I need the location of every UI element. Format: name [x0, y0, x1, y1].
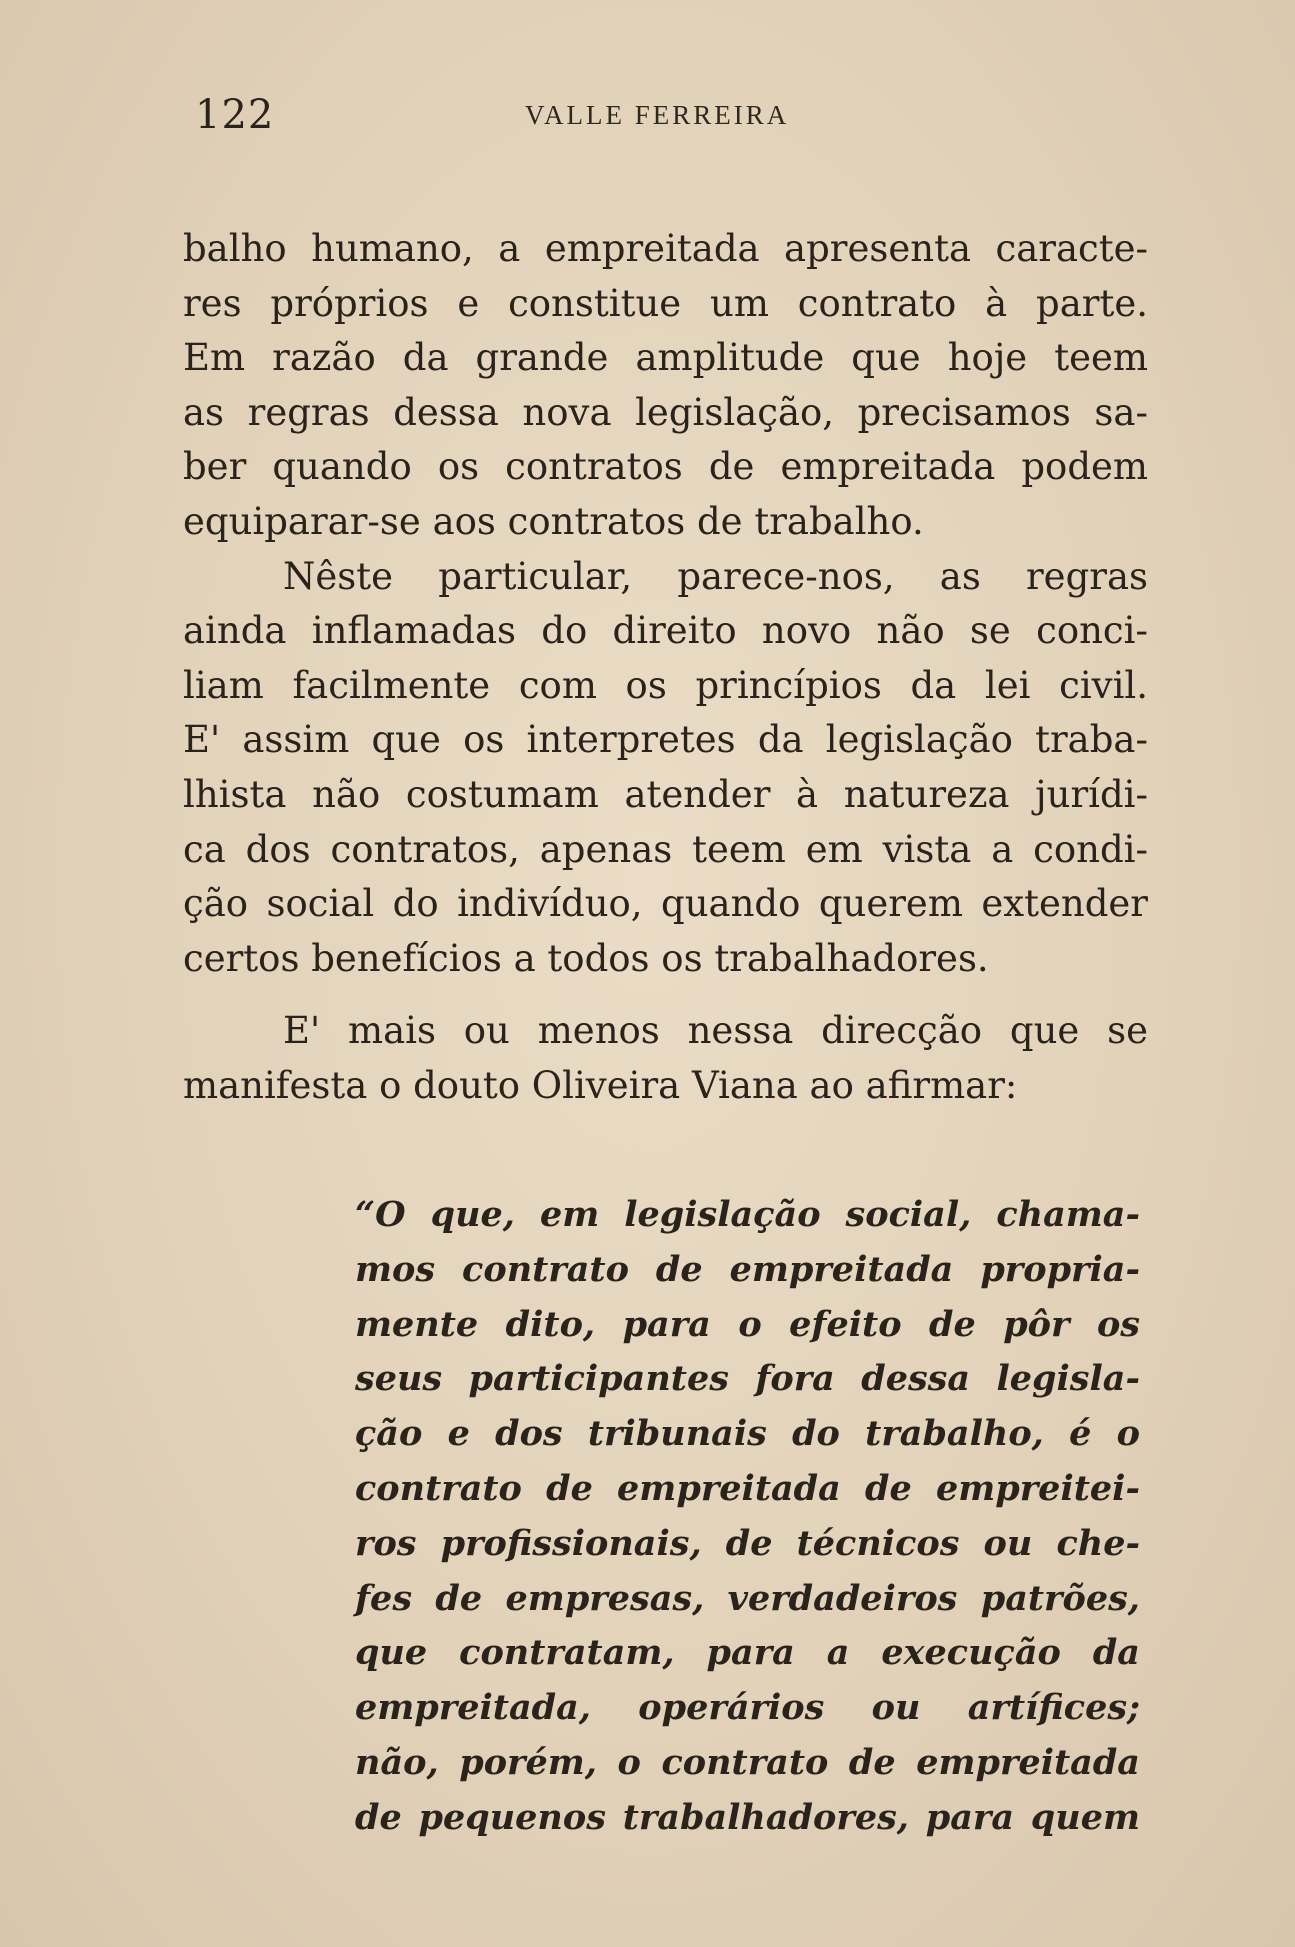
quote-line: de pequenos trabalhadores, para quem — [355, 1796, 1140, 1838]
quote-line: fes de empresas, verdadeiros patrões, — [355, 1577, 1140, 1619]
quote-line: empreitada, operários ou artífices; — [355, 1687, 1140, 1729]
page-header — [195, 92, 835, 142]
quote-line: ção e dos tribunais do trabalho, é o — [355, 1413, 1140, 1455]
quote-line: mente dito, para o efeito de pôr os — [355, 1303, 1140, 1345]
quote-line: não, porém, o contrato de empreitada — [355, 1741, 1140, 1783]
text-line: manifesta o douto Oliveira Viana ao afirmar: — [183, 1063, 1018, 1107]
text-line: E' assim que os interpretes da legislação traba- — [183, 718, 1148, 762]
quote-line: contrato de empreitada de empreitei- — [355, 1467, 1140, 1509]
text-line: Nêste particular, parece-nos, as regras — [283, 554, 1148, 598]
quote-line: seus participantes fora dessa legisla- — [355, 1358, 1140, 1400]
text-line: as regras dessa nova legislação, precisamos sa- — [183, 390, 1148, 434]
text-line: ca dos contratos, apenas teem em vista a condi- — [183, 827, 1148, 871]
text-line: res próprios e constitue um contrato à parte. — [183, 281, 1148, 325]
text-line: ber quando os contratos de empreitada podem — [183, 445, 1148, 489]
quote-line: que contratam, para a execução da — [355, 1632, 1140, 1674]
text-line: E' mais ou menos nessa direcção que se — [283, 1009, 1148, 1053]
quote-line: ros profissionais, de técnicos ou che- — [355, 1522, 1140, 1564]
block-quote — [355, 1188, 1140, 1846]
text-line: lhista não costumam atender à natureza jurídi- — [183, 772, 1148, 816]
text-line: balho humano, a empreitada apresenta caracte- — [183, 227, 1148, 270]
quote-line: mos contrato de empreitada propria- — [355, 1248, 1140, 1290]
quote-line: “O que, em legislação social, chama- — [355, 1194, 1140, 1235]
text-line: ção social do indivíduo, quando querem extender — [183, 882, 1148, 926]
body-text — [183, 222, 1148, 1114]
text-line: Em razão da grande amplitude que hoje teem — [183, 336, 1148, 380]
page-number: 122 — [195, 92, 275, 138]
paragraph-gap — [183, 986, 1148, 1004]
running-title: VALLE FERREIRA — [525, 100, 790, 130]
text-line: certos benefícios a todos os trabalhadores. — [183, 936, 989, 980]
text-line: liam facilmente com os princípios da lei civil. — [183, 663, 1148, 707]
text-line: equiparar-se aos contratos de trabalho. — [183, 499, 924, 543]
text-line: ainda inflamadas do direito novo não se conci- — [183, 609, 1148, 653]
